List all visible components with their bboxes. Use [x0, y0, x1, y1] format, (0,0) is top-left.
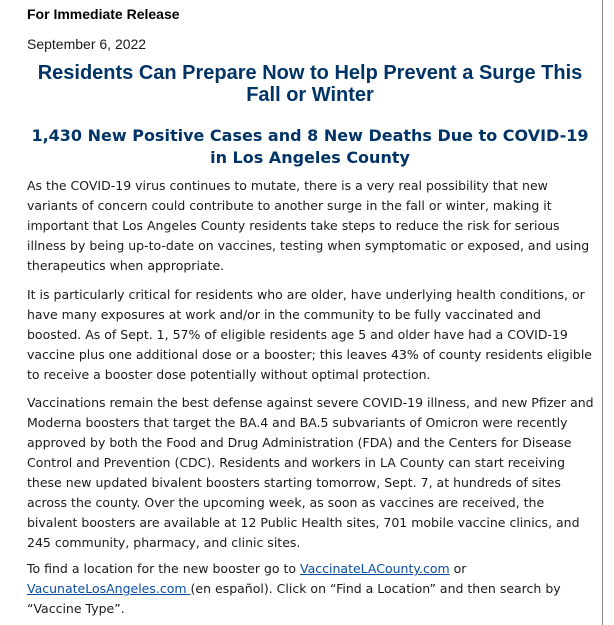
- release-date: September 6, 2022: [27, 36, 147, 52]
- paragraph-4-suffix: (en español). Click on “Find a Location” and then search by “Vaccine Type”.: [27, 581, 561, 616]
- paragraph-4-prefix: To find a location for the new booster go to: [27, 561, 301, 576]
- paragraph-4: [27, 559, 597, 619]
- paragraph-4-middle: or: [449, 561, 467, 576]
- vacunate-los-angeles-link[interactable]: VacunateLosAngeles.com: [27, 581, 191, 596]
- vaccinate-la-county-link[interactable]: VaccinateLACounty.com: [300, 561, 450, 576]
- subheadline: 1,430 New Positive Cases and 8 New Deaths Due to COVID-19 in Los Angeles County: [31, 126, 589, 167]
- paragraph-2: It is particularly critical for residents who are older, have underlying health conditions, or have many exposures at work and/or in the community to be fully vaccinated and boosted. As of Sept. 1, 57% of eligible residents age 5 and older have had a COVID-19 vaccine plus one additional dose or a booster; this leaves 43% of county residents eligible to receive a booster dose potentially without optimal protection.: [27, 287, 592, 382]
- paragraph-1: As the COVID-19 virus continues to mutate, there is a very real possibility that new variants of concern could contribute to another surge in the fall or winter, making it important that Los Angeles County residents take steps to reduce the risk for serious illness by being up-to-date on vaccines, testing when symptomatic or exposed, and using therapeutics when appropriate.: [27, 178, 590, 273]
- release-label: For Immediate Release: [27, 6, 180, 22]
- headline: Residents Can Prepare Now to Help Prevent a Surge This Fall or Winter: [37, 62, 583, 106]
- paragraph-3: Vaccinations remain the best defense against severe COVID-19 illness, and new Pfizer and Moderna boosters that target the BA.4 and BA.5 subvariants of Omicron were recently approved by both the Food and Drug Administration (FDA) and the Centers for Disease Control and Prevention (CDC). Residents and workers in LA County can start receiving these new updated bivalent boosters starting tomorrow, Sept. 7, at hundreds of sites across the county. Over the upcoming week, as soon as vaccines are received, the bivalent boosters are available at 12 Public Health sites, 701 mobile vaccine clinics, and 245 community, pharmacy, and clinic sites.: [27, 395, 594, 550]
